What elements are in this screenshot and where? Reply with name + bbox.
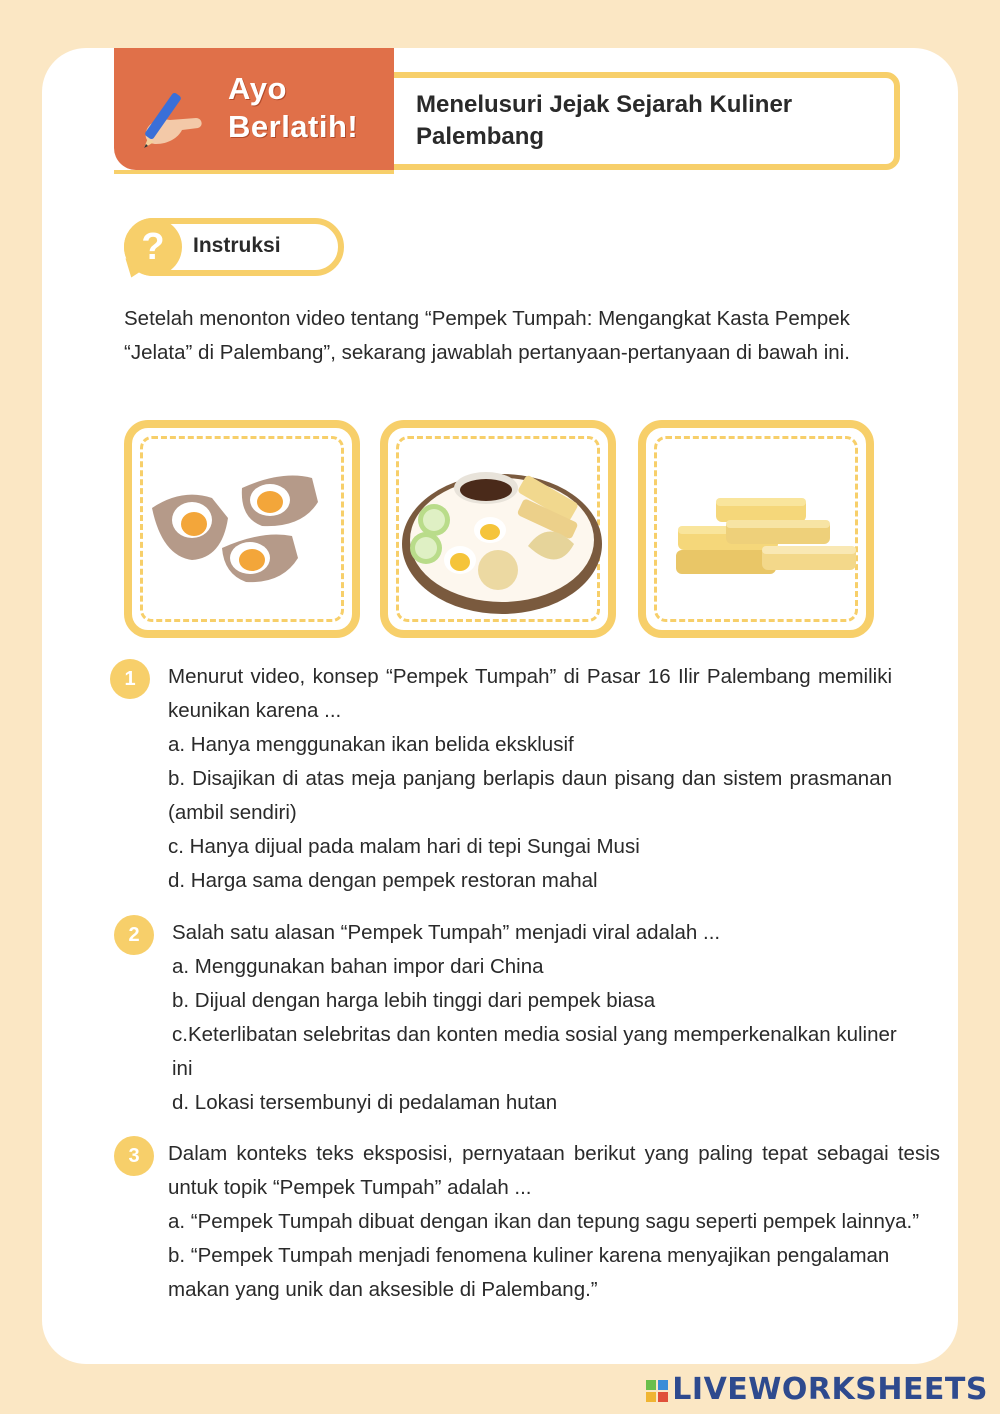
- option-a[interactable]: a. Hanya menggunakan ikan belida eksklusif: [168, 733, 574, 756]
- question-number-2: 2: [114, 915, 154, 955]
- option-d[interactable]: d. Lokasi tersembunyi di pedalaman hutan: [172, 1091, 558, 1114]
- question-3: [168, 1137, 940, 1307]
- liveworksheets-logo: [646, 1372, 988, 1407]
- badge-text: [228, 70, 358, 146]
- option-b[interactable]: b. “Pempek Tumpah menjadi fenomena kuliner karena menyajikan pengalaman makan yang unik dan aksesible di Palembang.”: [168, 1244, 890, 1301]
- badge-line2: Berlatih!: [228, 109, 359, 144]
- question-number-1: 1: [110, 659, 150, 699]
- question-number-3: 3: [114, 1136, 154, 1176]
- brand-text: LIVEWORKSHEETS: [672, 1372, 988, 1407]
- liveworksheets-icon: [646, 1380, 668, 1402]
- question-mark-icon: ?: [124, 218, 182, 276]
- option-a[interactable]: a. Menggunakan bahan impor dari China: [172, 955, 544, 978]
- question-text: Dalam konteks teks eksposisi, pernyataan berikut yang paling tepat sebagai tesis untuk topik “Pempek Tumpah” adalah ...: [168, 1142, 940, 1199]
- option-d[interactable]: d. Harga sama dengan pempek restoran mahal: [168, 869, 598, 892]
- pencil-hand-icon: [138, 82, 214, 156]
- instructions-text: Setelah menonton video tentang “Pempek Tumpah: Mengangkat Kasta Pempek “Jelata” di Palembang”, sekarang jawablah pertanyaan-pertanyaan di bawah ini.: [124, 307, 850, 364]
- pempek-lenjer-icon: [656, 448, 866, 608]
- pempek-plate-icon: [398, 448, 608, 618]
- pempek-telur-icon: [142, 448, 342, 608]
- option-a[interactable]: a. “Pempek Tumpah dibuat dengan ikan dan tepung sagu seperti pempek lainnya.”: [168, 1210, 920, 1233]
- image-box-1: [124, 420, 360, 638]
- image-box-2: [380, 420, 616, 638]
- option-c[interactable]: c. Hanya dijual pada malam hari di tepi Sungai Musi: [168, 835, 640, 858]
- option-b[interactable]: b. Dijual dengan harga lebih tinggi dari pempek biasa: [172, 989, 656, 1012]
- question-text: Salah satu alasan “Pempek Tumpah” menjadi viral adalah ...: [172, 921, 721, 944]
- image-box-3: [638, 420, 874, 638]
- question-1: [168, 660, 892, 898]
- option-c[interactable]: c.Keterlibatan selebritas dan konten media sosial yang memperkenalkan kuliner ini: [172, 1023, 897, 1080]
- page-title: Menelusuri Jejak Sejarah Kuliner Palembang: [416, 91, 793, 150]
- option-b[interactable]: b. Disajikan di atas meja panjang berlapis daun pisang dan sistem prasmanan (ambil sendiri): [168, 767, 892, 824]
- question-2: [172, 916, 918, 1120]
- badge-line1: Ayo: [228, 71, 287, 106]
- instructions-label: Instruksi: [193, 234, 281, 257]
- question-text: Menurut video, konsep “Pempek Tumpah” di Pasar 16 Ilir Palembang memiliki keunikan karena ...: [168, 665, 892, 722]
